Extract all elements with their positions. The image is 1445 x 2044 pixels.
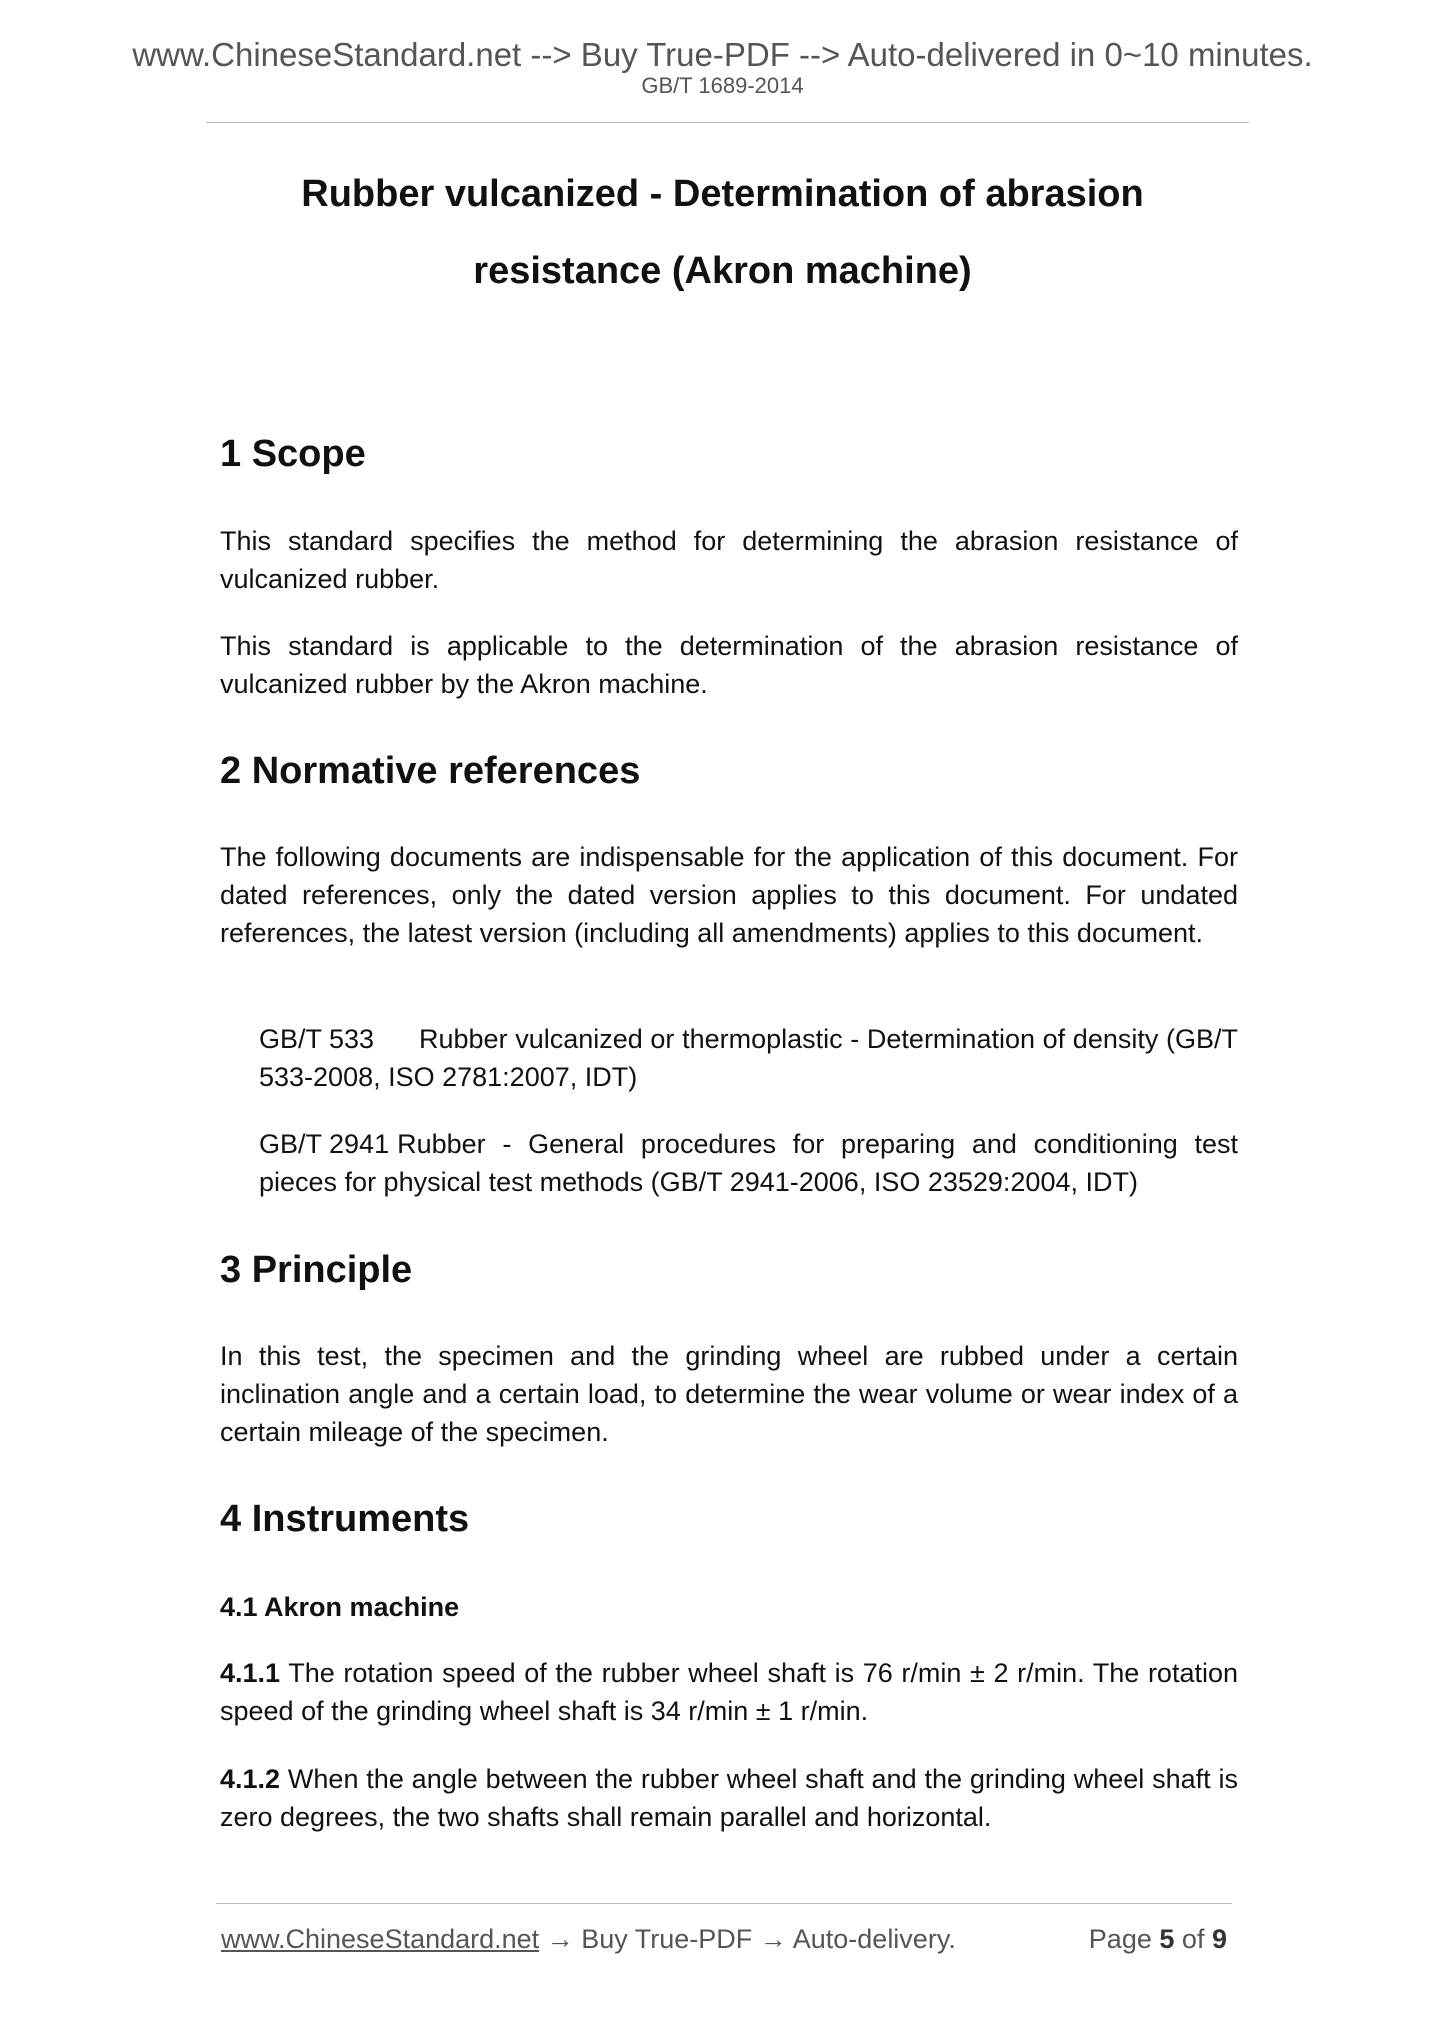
principle-paragraph: In this test, the specimen and the grinding wheel are rubbed under a certain inclination angle and a certain load, to determine the wear volume or wear index of a certain mileage of the specimen. bbox=[220, 1341, 1238, 1447]
document-title-line-1: Rubber vulcanized - Determination of abrasion bbox=[301, 173, 1144, 215]
reference-item bbox=[259, 1020, 1238, 1096]
page-total: 9 bbox=[1211, 1924, 1227, 1954]
document-title-line-2: resistance (Akron machine) bbox=[473, 250, 972, 292]
section-heading-instruments: 4 Instruments bbox=[220, 1498, 470, 1540]
clause-number: 4.1.1 bbox=[220, 1658, 281, 1688]
document-id: GB/T 1689-2014 bbox=[641, 73, 804, 98]
section-heading-principle: 3 Principle bbox=[220, 1249, 413, 1291]
page-indicator bbox=[1089, 1926, 1227, 1953]
reference-item bbox=[259, 1125, 1238, 1201]
clause-4-1-2 bbox=[220, 1760, 1238, 1836]
page-of: of bbox=[1181, 1924, 1205, 1954]
clause-text: The rotation speed of the rubber wheel shaft is 76 r/min ± 2 r/min. The rotation speed of the grinding wheel shaft is 34 r/min ± 1 r/min. bbox=[220, 1658, 1239, 1726]
footer-divider bbox=[216, 1903, 1232, 1904]
section-heading-scope: 1 Scope bbox=[220, 433, 366, 475]
normative-paragraph: The following documents are indispensable for the application of this document. For dated references, only the dated version applies to this document. For undated references, the latest version (including all amendments) applies to this document. bbox=[220, 842, 1238, 948]
footer-promo-text: → Buy True-PDF → Auto-delivery. bbox=[539, 1924, 956, 1954]
scope-paragraph-2: This standard is applicable to the determination of the abrasion resistance of vulcanized rubber by the Akron machine. bbox=[220, 631, 1238, 699]
footer-site-link[interactable]: www.ChineseStandard.net bbox=[221, 1924, 540, 1954]
subsection-heading-akron-machine: 4.1 Akron machine bbox=[220, 1592, 460, 1622]
reference-code: GB/T 533 bbox=[259, 1024, 375, 1054]
header-banner: www.ChineseStandard.net --> Buy True-PDF --> Auto-delivered in 0~10 minutes. bbox=[132, 36, 1313, 73]
section-heading-normative-references: 2 Normative references bbox=[220, 750, 641, 792]
page-current: 5 bbox=[1159, 1924, 1175, 1954]
reference-text: Rubber vulcanized or thermoplastic - Determination of density (GB/T 533-2008, ISO 2781:2007, IDT) bbox=[259, 1024, 1238, 1092]
header-divider bbox=[206, 122, 1249, 123]
reference-code: GB/T 2941 bbox=[259, 1129, 390, 1159]
clause-4-1-1 bbox=[220, 1654, 1238, 1730]
clause-text: When the angle between the rubber wheel shaft and the grinding wheel shaft is zero degrees, the two shafts shall remain parallel and horizontal. bbox=[220, 1764, 1238, 1832]
page-label: Page bbox=[1088, 1924, 1152, 1954]
reference-text: Rubber - General procedures for preparing and conditioning test pieces for physical test methods (GB/T 2941-2006, ISO 23529:2004, IDT) bbox=[259, 1129, 1238, 1197]
footer-promo bbox=[221, 1926, 956, 1953]
scope-paragraph-1: This standard specifies the method for determining the abrasion resistance of vulcanized rubber. bbox=[220, 526, 1238, 594]
clause-number: 4.1.2 bbox=[220, 1764, 281, 1794]
